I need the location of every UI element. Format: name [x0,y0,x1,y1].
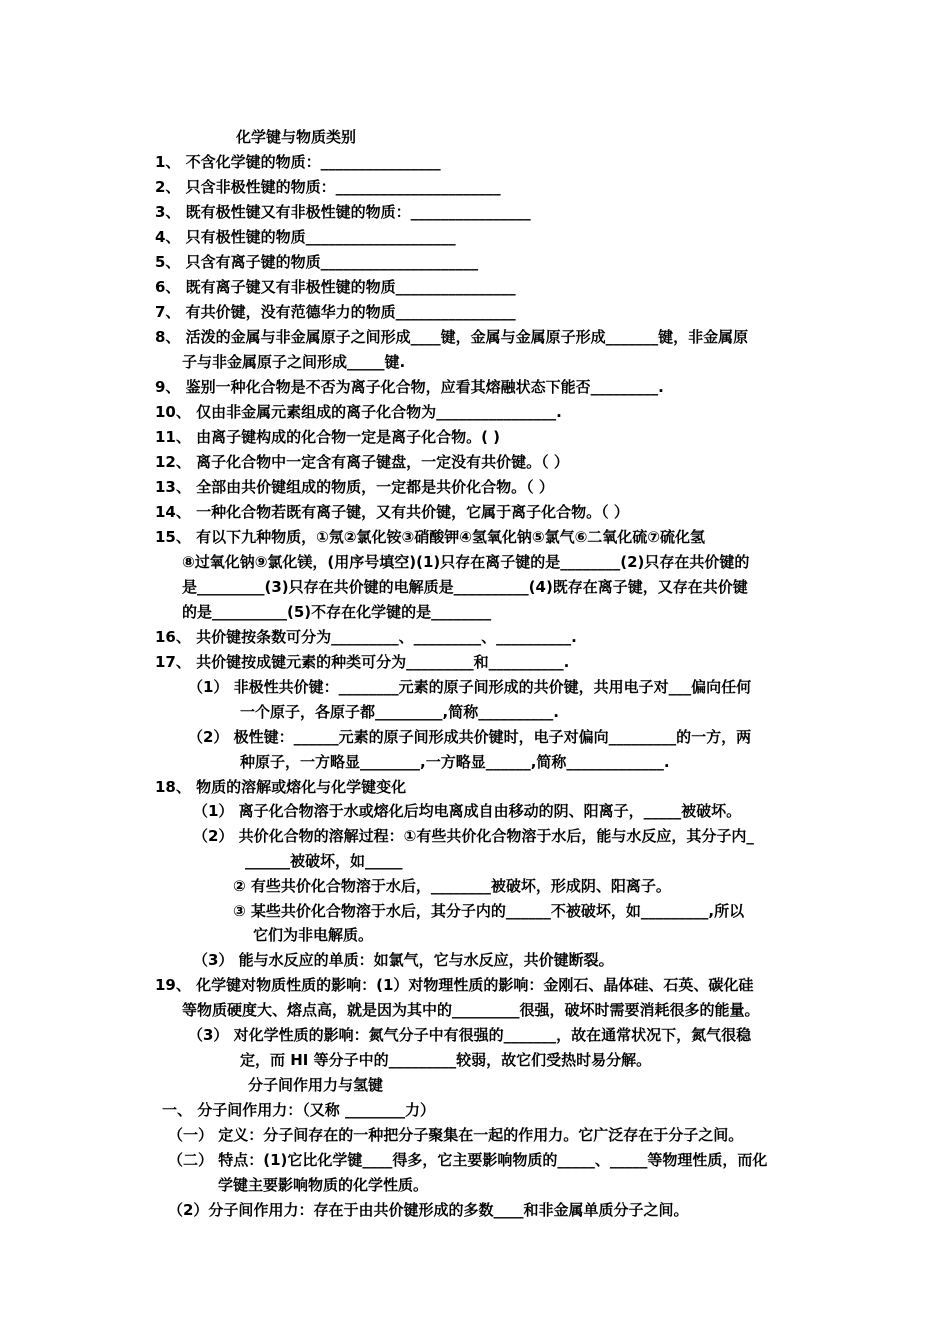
item-12: 12、 离子化合物中一定含有离子键盘，一定没有共价键。（ ） [155,453,569,471]
item-1: 1、 不含化学键的物质：________________ [155,153,441,171]
item-17-sub-2: （2） 极性键：______元素的原子间形成共价键时，电子对偏向_________的一方，两 [188,728,752,746]
item-19: 19、 化学键对物质性质的影响：(1）对物理性质的影响：金刚石、晶体硅、石英、碳化硅 [155,976,754,994]
item-19-sub-3: （3） 对化学性质的影响：氮气分子中有很强的_______，故在通常状况下，氮气很稳 [188,1026,752,1044]
item-4: 4、 只有极性键的物质____________________ [155,228,456,246]
item-17-sub-2-cont: 种原子，一方略显________,一方略显______,简称_____________. [240,753,670,771]
item-11: 11、 由离子键构成的化合物一定是离子化合物。( ) [155,428,501,446]
item-17-sub-1-cont: 一个原子，各原子都_________,简称__________. [240,703,559,721]
item-18-sub-2: （2） 共价化合物的溶解过程：①有些共价化合物溶于水后，能与水反应，其分子内_ [193,827,754,845]
section-title-2: 分子间作用力与氢键 [248,1076,384,1094]
part-one-sub-2-b: （2）分子间作用力：存在于由共价键形成的多数____和非金属单质分子之间。 [168,1201,689,1219]
item-9: 9、 鉴别一种化合物是不否为离子化合物，应看其熔融状态下能否_________. [155,378,664,396]
item-18-sub-2-cont: ______被破坏，如_____ [245,852,403,870]
item-16: 16、 共价键按条数可分为_________、_________、__________. [155,628,577,646]
item-18-sub-3: （3） 能与水反应的单质：如氯气，它与水反应，共价键断裂。 [193,951,614,969]
item-14: 14、 一种化合物若既有离子键，又有共价键，它属于离子化合物。（ ） [155,503,629,521]
item-2: 2、 只含非极性键的物质：______________________ [155,178,501,196]
item-17-sub-1: （1） 非极性共价键：________元素的原子间形成的共价键，共用电子对___偏向任何 [188,678,752,696]
part-one-sub-1: （一） 定义：分子间存在的一种把分子聚集在一起的作用力。它广泛存在于分子之间。 [168,1126,744,1144]
item-15-cont-3: 的是__________(5)不存在化学键的是________ [182,603,492,621]
item-19-sub-3-cont: 定，而 HI 等分子中的_________较弱，故它们受热时易分解。 [240,1051,652,1069]
item-18-sub-2-c-cont: 它们为非电解质。 [253,926,374,944]
item-15: 15、 有以下九种物质，①氖②氯化铵③硝酸钾④氢氧化钠⑤氯气⑥二氧化硫⑦硫化氢 [155,528,706,546]
part-one: 一、 分子间作用力：（又称 ________力） [162,1101,435,1119]
item-3: 3、 既有极性键又有非极性键的物质：________________ [155,203,531,221]
item-18-sub-1: （1） 离子化合物溶于水或熔化后均电离成自由移动的阴、阳离子，_____被破坏。 [193,802,742,820]
item-8-cont: 子与非金属原子之间形成_____键. [182,353,406,371]
item-8: 8、 活泼的金属与非金属原子之间形成____键，金属与金属原子形成_______键，非金属原 [155,328,749,346]
item-13: 13、 全部由共价键组成的物质，一定都是共价化合物。（ ） [155,478,554,496]
item-10: 10、 仅由非金属元素组成的离子化合物为________________. [155,403,562,421]
part-one-sub-2-cont: 学键主要影响物质的化学性质。 [218,1176,429,1194]
item-15-cont-2: 是_________(3)只存在共价键的电解质是__________(4)既存在离子键，又存在共价键 [182,578,748,596]
item-7: 7、 有共价键，没有范德华力的物质________________ [155,303,516,321]
section-title: 化学键与物质类别 [236,128,357,146]
part-one-sub-2: （二） 特点：(1)它比化学键____得多，它主要影响物质的_____、_____等物理性质，而化 [168,1151,768,1169]
item-19-cont: 等物质硬度大、熔点高，就是因为其中的_________很强，破坏时需要消耗很多的能量。 [182,1001,760,1019]
item-6: 6、 既有离子键又有非极性键的物质________________ [155,278,516,296]
item-18-sub-2-b: ② 有些共价化合物溶于水后，________被破坏，形成阴、阳离子。 [233,877,671,895]
item-5: 5、 只含有离子键的物质_____________________ [155,253,479,271]
item-17: 17、 共价键按成键元素的种类可分为_________和__________. [155,653,570,671]
item-15-cont-1: ⑧过氧化钠⑨氯化镁，(用序号填空)(1)只存在离子键的是________(2)只存在共价键的 [182,553,750,571]
item-18-sub-2-c: ③ 某些共价化合物溶于水后，其分子内的______不被破坏，如_________,所以 [233,902,745,920]
item-18: 18、 物质的溶解或熔化与化学键变化 [155,778,407,796]
